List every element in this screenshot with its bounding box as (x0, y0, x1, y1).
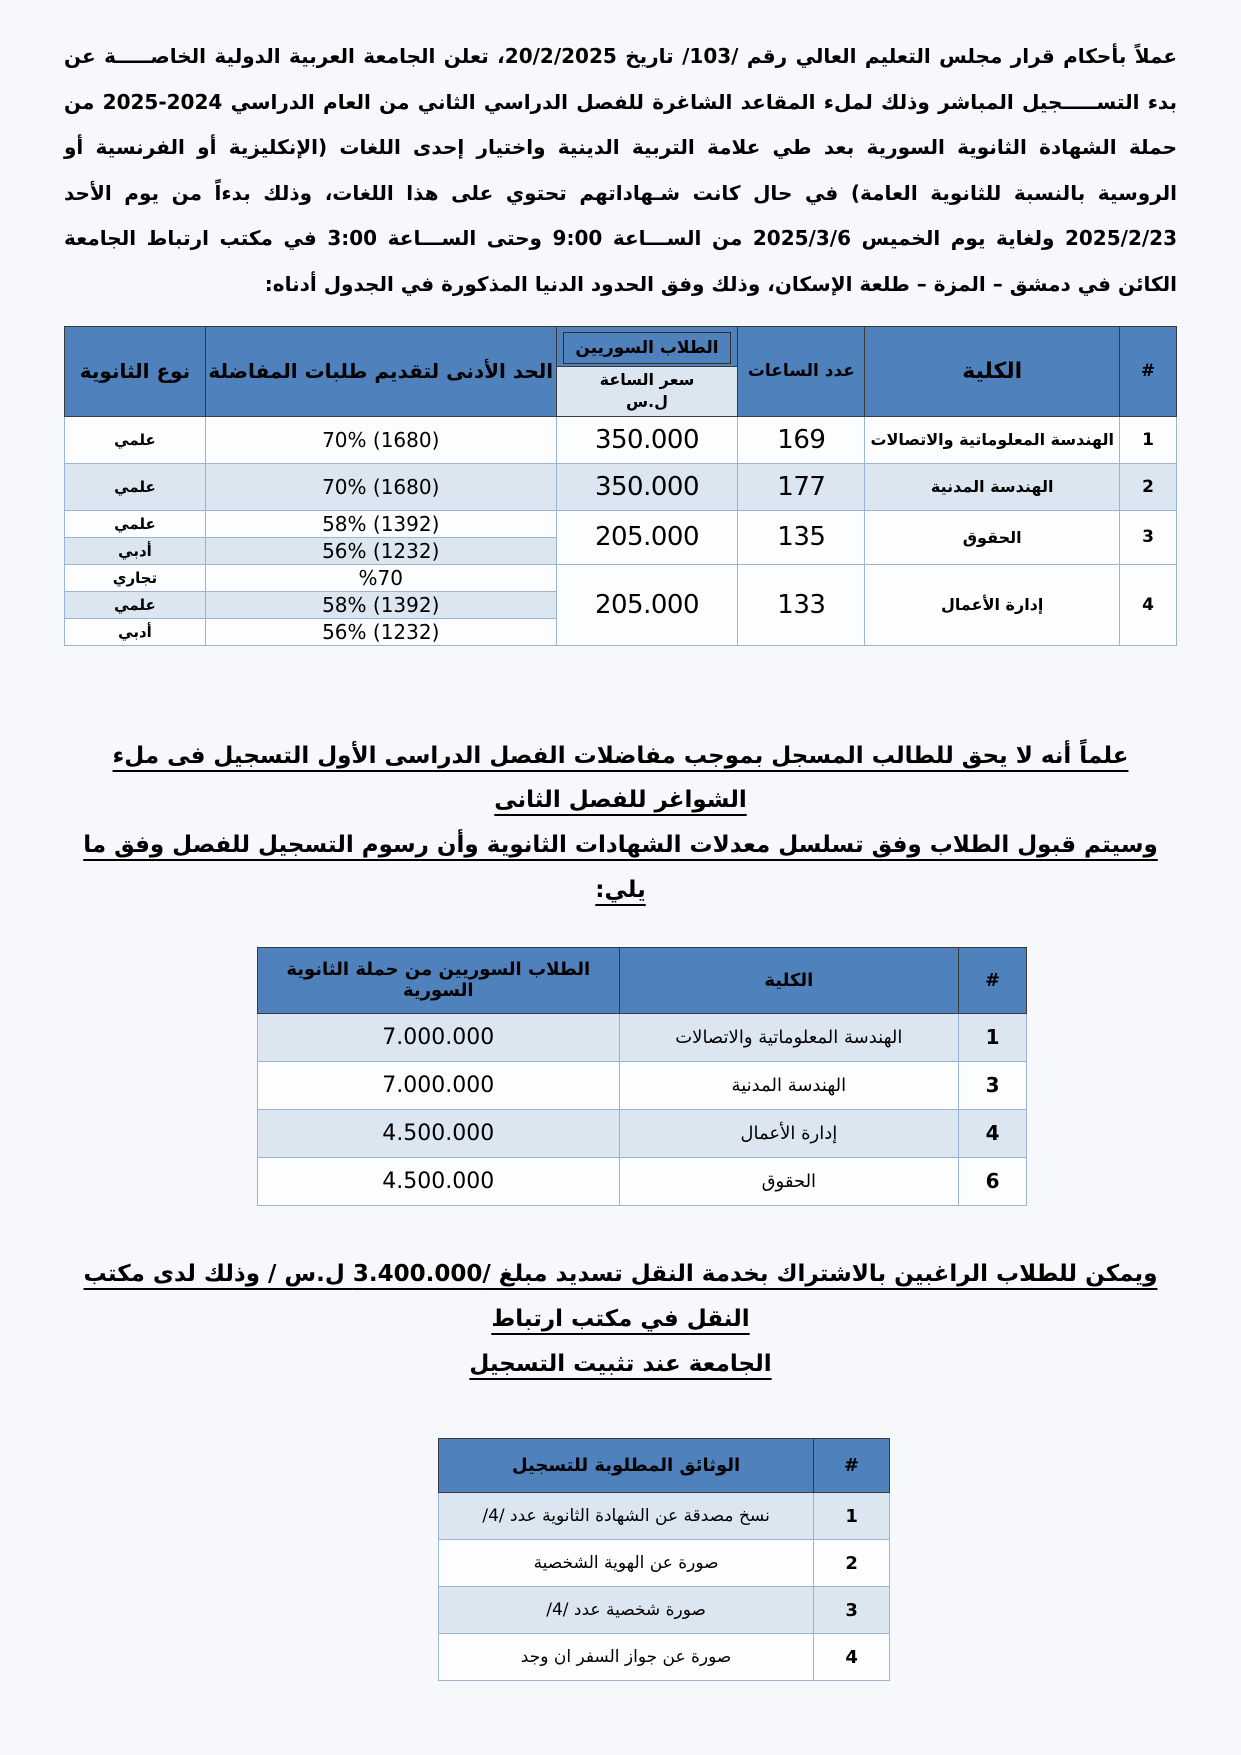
note-line: الجامعة عند تثبيت التسجيل (469, 1350, 772, 1377)
intro-paragraph: عملاً بأحكام قرار مجلس التعليم العالي رقم /103/ تاريخ 20/2/2025، تعلن الجامعة العربية الدولية الخاصـــــة عن بدء التســـــجيل المباشر وذلك لملء المقاعد الشاغرة للفصل الدراسي الثاني من العام الدراسي 2024‏-‏2025 من حملة الشهادة الثانوية السورية بعد طي علامة التربية الدينية واختيار إحدى اللغات (الإنكليزية أو الفرنسية أو الروسية بالنسبة للثانوية العامة) في حال كانت شـهاداتهم تحتوي على هذا اللغات، وذلك بدءاً من يوم الأحد 2025/2/23 ولغاية يوم الخميس 2025/3/6 من الســـاعة 9:00 وحتى الســـاعة 3:00 في مكتب ارتباط الجامعة الكائن في دمشق – المزة – طلعة الإسكان، وذلك وفق الحدود الدنيا المذكورة في الجدول أدناه: (64, 44, 1178, 296)
hours-value: 133 (738, 564, 865, 645)
row-number: 4 (959, 1109, 1027, 1157)
fee-value: 7.000.000 (258, 1013, 620, 1061)
semester-fees-header (258, 947, 1027, 1013)
min-grade-value: 58% (1392) (205, 510, 556, 537)
hours-value: 169 (738, 416, 865, 463)
hours-value: 177 (738, 463, 865, 510)
min-grade-value: 56% (1232) (205, 618, 556, 645)
faculty-name: الهندسة المدنية (865, 463, 1120, 510)
document-name: صورة عن جواز السفر ان وجد (439, 1634, 814, 1681)
hour-price-label: سعر الساعة ل.س (599, 370, 695, 412)
faculty-name: الهندسة المعلوماتية والاتصالات (619, 1013, 959, 1061)
faculty-row (65, 463, 1177, 510)
syrian-students-label: الطلاب السوريين (563, 332, 732, 364)
secondary-type-value: علمي (65, 510, 206, 537)
faculty-name: الهندسة المدنية (619, 1061, 959, 1109)
note-line: وسيتم قبول الطلاب وفق تسلسل معدلات الشهادات الثانوية وأن رسوم التسجيل للفصل وفق ما يلي: (83, 832, 1158, 904)
min-grade-value: 70% (1680) (205, 416, 556, 463)
row-number: 1 (1120, 416, 1177, 463)
row-number: 1 (959, 1013, 1027, 1061)
price-value: 350.000 (556, 416, 738, 463)
faculties-table-header (65, 326, 1177, 416)
fee-value: 4.500.000 (258, 1157, 620, 1205)
faculty-name: إدارة الأعمال (865, 564, 1120, 645)
row-number: 4 (814, 1634, 890, 1681)
fee-value: 4.500.000 (258, 1109, 620, 1157)
fee-row (258, 1157, 1027, 1205)
row-number: 6 (959, 1157, 1027, 1205)
document-name: صورة عن الهوية الشخصية (439, 1540, 814, 1587)
header-row (65, 326, 1177, 366)
faculty-row (65, 564, 1177, 591)
col-header-faculty: الكلية (619, 947, 959, 1013)
required-documents-table (438, 1438, 890, 1681)
header-row (439, 1439, 890, 1493)
required-documents-body (439, 1493, 890, 1681)
col-header-number: # (814, 1439, 890, 1493)
faculty-name: الحقوق (865, 510, 1120, 564)
document-row (439, 1634, 890, 1681)
row-number: 4 (1120, 564, 1177, 645)
no-reregistration-note (64, 734, 1177, 913)
secondary-type-value: أدبي (65, 618, 206, 645)
min-grade-value: 56% (1232) (205, 537, 556, 564)
fee-row (258, 1061, 1027, 1109)
required-documents-header (439, 1439, 890, 1493)
faculty-row (65, 510, 1177, 537)
row-number: 1 (814, 1493, 890, 1540)
faculty-name: الهندسة المعلوماتية والاتصالات (865, 416, 1120, 463)
document-row (439, 1493, 890, 1540)
hours-value: 135 (738, 510, 865, 564)
row-number: 3 (814, 1587, 890, 1634)
secondary-type-value: علمي (65, 591, 206, 618)
row-number: 3 (959, 1061, 1027, 1109)
row-number: 3 (1120, 510, 1177, 564)
price-value: 205.000 (556, 564, 738, 645)
col-header-syrian-students (556, 326, 738, 366)
min-grade-value: 70% (1680) (205, 463, 556, 510)
secondary-type-value: أدبي (65, 537, 206, 564)
col-header-hours: عدد الساعات (738, 326, 865, 416)
document-name: صورة شخصية عدد /4/ (439, 1587, 814, 1634)
col-header-hour-price (556, 366, 738, 416)
col-header-number: # (959, 947, 1027, 1013)
col-header-documents: الوثائق المطلوبة للتسجيل (439, 1439, 814, 1493)
faculty-row (65, 416, 1177, 463)
col-header-syrian-fee: الطلاب السوريين من حملة الثانوية السورية (258, 947, 620, 1013)
faculties-fees-table (64, 326, 1177, 646)
secondary-type-value: علمي (65, 463, 206, 510)
secondary-type-value: علمي (65, 416, 206, 463)
note-line: ويمكن للطلاب الراغبين بالاشتراك بخدمة النقل تسديد مبلغ /3.400.000 ل.س / وذلك لدى مكتب النقل في مكتب ارتباط (83, 1260, 1158, 1332)
price-value: 350.000 (556, 463, 738, 510)
semester-fees-table (257, 947, 1027, 1206)
row-number: 2 (1120, 463, 1177, 510)
fee-row (258, 1109, 1027, 1157)
price-value: 205.000 (556, 510, 738, 564)
row-number: 2 (814, 1540, 890, 1587)
secondary-type-value: تجاري (65, 564, 206, 591)
document-row (439, 1540, 890, 1587)
note-line: علماً أنه لا يحق للطالب المسجل بموجب مفاضلات الفصل الدراسى الأول التسجيل فى ملء الشواغر للفصل الثانى (112, 742, 1129, 814)
faculty-name: إدارة الأعمال (619, 1109, 959, 1157)
col-header-secondary-type: نوع الثانوية (65, 326, 206, 416)
document-row (439, 1587, 890, 1634)
faculty-name: الحقوق (619, 1157, 959, 1205)
col-header-number: # (1120, 326, 1177, 416)
transport-service-note (64, 1252, 1177, 1387)
fee-value: 7.000.000 (258, 1061, 620, 1109)
faculties-table-body (65, 416, 1177, 645)
min-grade-value: 58% (1392) (205, 591, 556, 618)
fee-row (258, 1013, 1027, 1061)
min-grade-value: %70 (205, 564, 556, 591)
document-name: نسخ مصدقة عن الشهادة الثانوية عدد /4/ (439, 1493, 814, 1540)
header-row (258, 947, 1027, 1013)
semester-fees-body (258, 1013, 1027, 1205)
col-header-faculty: الكلية (865, 326, 1120, 416)
col-header-min-grade: الحد الأدنى لتقديم طلبات المفاضلة (205, 326, 556, 416)
